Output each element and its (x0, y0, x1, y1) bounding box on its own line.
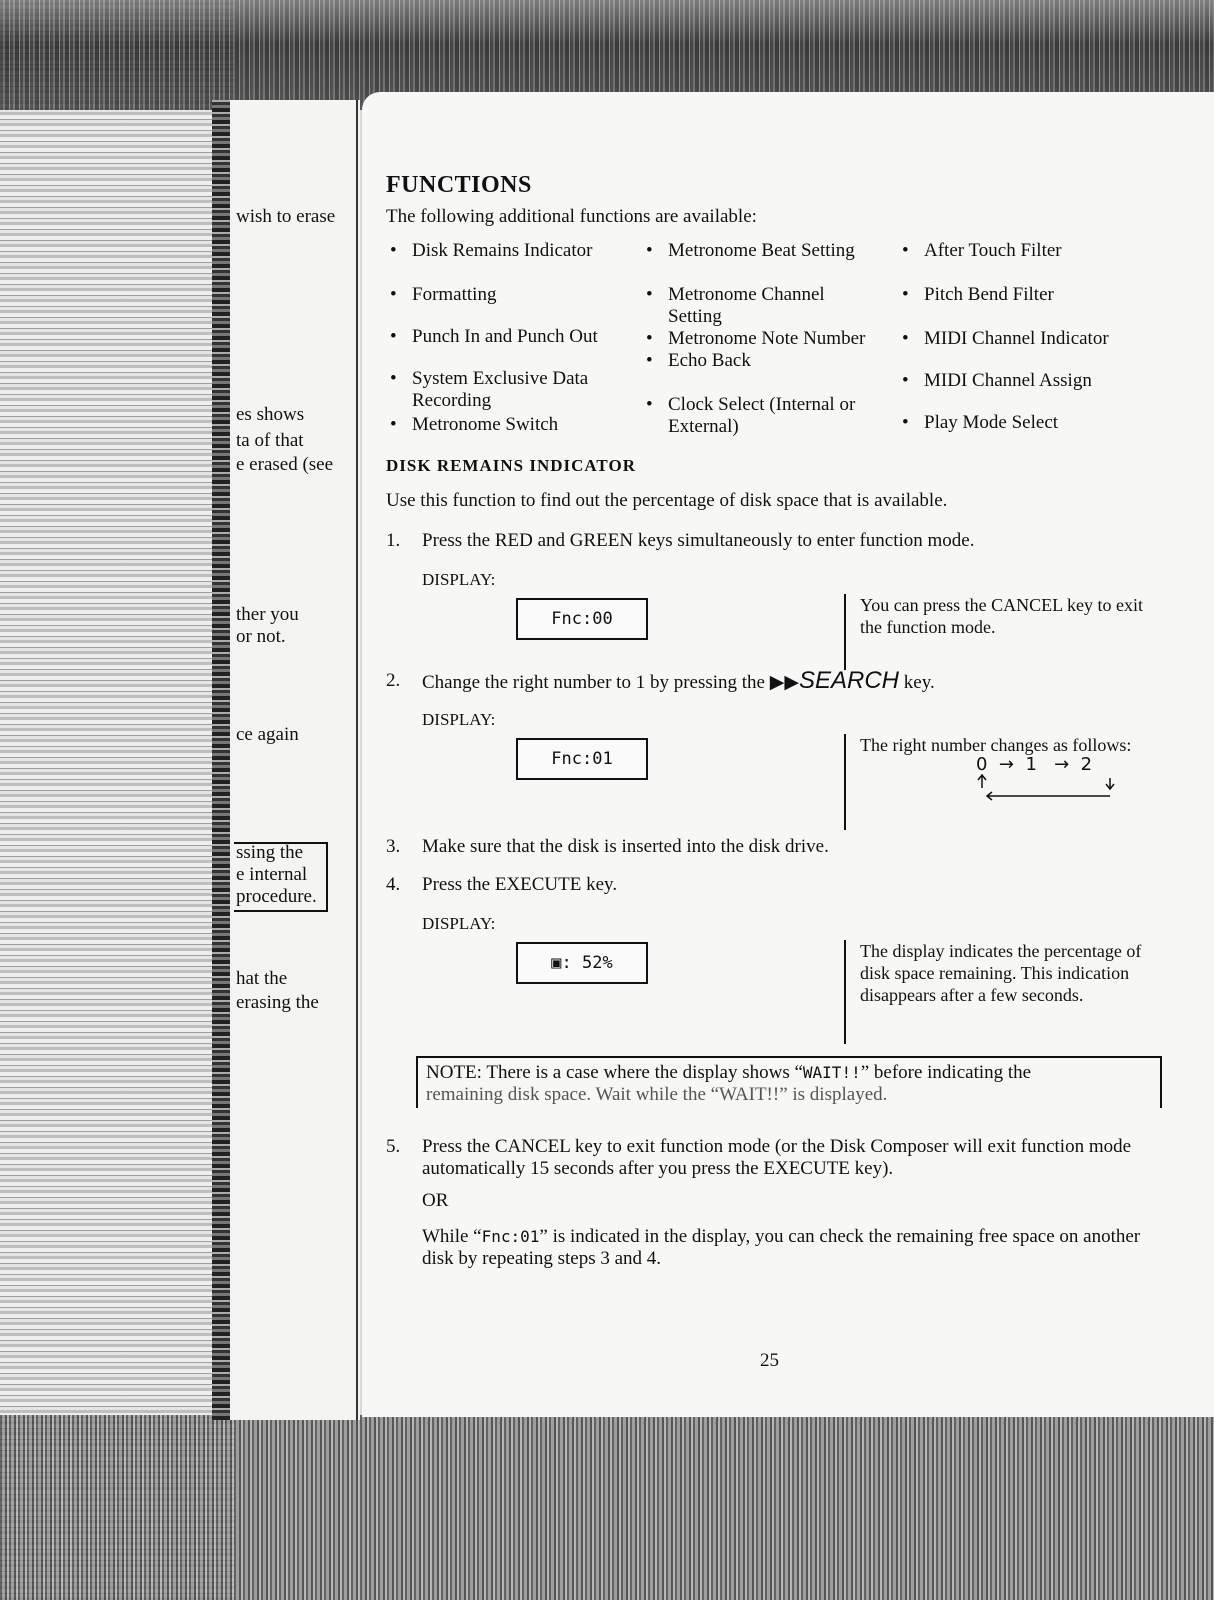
main-page: FUNCTIONS The following additional functions are available: • Disk Remains Indicator • Formatting • Punch In and Punch Out • System Exclusive Data Recording • Metronome Switch • Metronome Beat Setting • Metronome Channel Setting • Metronome Note Number • Echo Back • Clock Select (Internal or External) • After Touch Filter • Pitch Bend Filter • MIDI Channel Indicator • MIDI Channel Assign • Play Mode Select DISK REMAINS INDICATOR Use this function to find out the percentage of disk space that is available. 1. Press the RED and GREEN keys simultaneously to enter function mode. DISPLAY: Fnc:00 You can press the CANCEL key to exit the function mode. 2. Change the right number to 1 by pressing the ▶▶SEARCH key. DISPLAY: Fnc:01 The right number changes as follows: 0 → 1 → 2 3. Make sure that the disk is inserted into the disk drive. 4. Press the EXECUTE key. DISPLAY: ▣: 52% The display indicates the percentage of disk space remaining. This indication disappears after a few seconds. NOTE: There is a case where the display shows “WAIT!!” before indicating the remaining disk space. Wait while the “WAIT!!” is displayed. 5. Press the CANCEL key to exit function mode (or the Disk Composer will exit function mode automatically 15 seconds after you press the EXECUTE key). OR While “Fnc:01” is indicated in the display, you can check the remaining free space on another disk by repeating steps 3 and 4. 25 (362, 92, 1214, 1417)
left-fragment: or not. (236, 626, 286, 647)
left-fragment: hat the (236, 968, 288, 989)
function-item: • Echo Back (646, 350, 751, 371)
function-item: • MIDI Channel Indicator (902, 328, 1109, 349)
function-item: • Metronome Switch (390, 414, 559, 435)
function-item: • After Touch Filter (902, 240, 1062, 261)
display-label: DISPLAY: (422, 570, 496, 589)
left-fragment: e erased (see (236, 454, 334, 475)
section-heading: DISK REMAINS INDICATOR (386, 456, 636, 475)
description-text: Use this function to find out the percentage of disk space that is available. (386, 490, 948, 511)
left-fragment: erasing the (236, 992, 319, 1013)
function-item: • Pitch Bend Filter (902, 284, 1054, 305)
while-text: While “Fnc:01” is indicated in the display, you can check the remaining free space on another disk by repeating steps 3 and 4. (422, 1226, 1141, 1269)
scan-noise-bottom (0, 1415, 1214, 1600)
function-item: • Play Mode Select (902, 412, 1059, 433)
function-item: • Metronome Channel Setting (646, 284, 825, 327)
function-item: • MIDI Channel Assign (902, 370, 1092, 391)
intro-text: The following additional functions are available: (386, 206, 757, 227)
page-title: FUNCTIONS (386, 172, 532, 198)
function-item: • Metronome Beat Setting (646, 240, 855, 261)
side-note (844, 734, 1150, 830)
lcd-display: Fnc:00 (516, 598, 648, 640)
left-fragment: e internal (236, 864, 308, 885)
left-fragment: procedure. (236, 886, 317, 907)
fast-forward-icon: ▶▶ (769, 671, 799, 693)
page-number: 25 (760, 1350, 779, 1371)
search-key-label: SEARCH (798, 667, 900, 694)
page-gutter-line (356, 100, 358, 1420)
side-note-text: The right number changes as follows: (860, 735, 1132, 755)
number-sequence: 0 → 1 → 2 (976, 754, 1093, 775)
lcd-display: Fnc:01 (516, 738, 648, 780)
function-item: • Metronome Note Number (646, 328, 866, 349)
or-text: OR (422, 1190, 449, 1211)
left-fragment: ssing the (236, 842, 304, 863)
function-item: • Disk Remains Indicator (390, 240, 593, 261)
left-fragment: wish to erase (236, 206, 336, 227)
left-fragment: ther you (236, 604, 299, 625)
note-line-1: NOTE: There is a case where the display shows “WAIT!!” before indicating the (426, 1062, 1032, 1083)
cycle-arrow-icon (974, 774, 1124, 806)
left-fragment: ta of that (236, 430, 304, 451)
left-fragment: es shows (236, 404, 305, 425)
display-label: DISPLAY: (422, 914, 496, 933)
lcd-display: ▣: 52% (516, 942, 648, 984)
display-label: DISPLAY: (422, 710, 496, 729)
side-note: The display indicates the percentage of disk space remaining. This indication disappears after a few seconds. (844, 940, 1150, 1044)
side-note: You can press the CANCEL key to exit the function mode. (844, 594, 1150, 670)
function-item: • Punch In and Punch Out (390, 326, 598, 347)
function-item: • Formatting (390, 284, 497, 305)
function-item: • System Exclusive Data Recording (390, 368, 589, 411)
scan-noise-left (0, 0, 235, 1600)
note-line-2: remaining disk space. Wait while the “WAIT!!” is displayed. (426, 1084, 888, 1105)
left-page (230, 100, 360, 1420)
note-box (416, 1056, 1162, 1108)
function-item: • Clock Select (Internal or External) (646, 394, 856, 437)
left-fragment: ce again (236, 724, 299, 745)
